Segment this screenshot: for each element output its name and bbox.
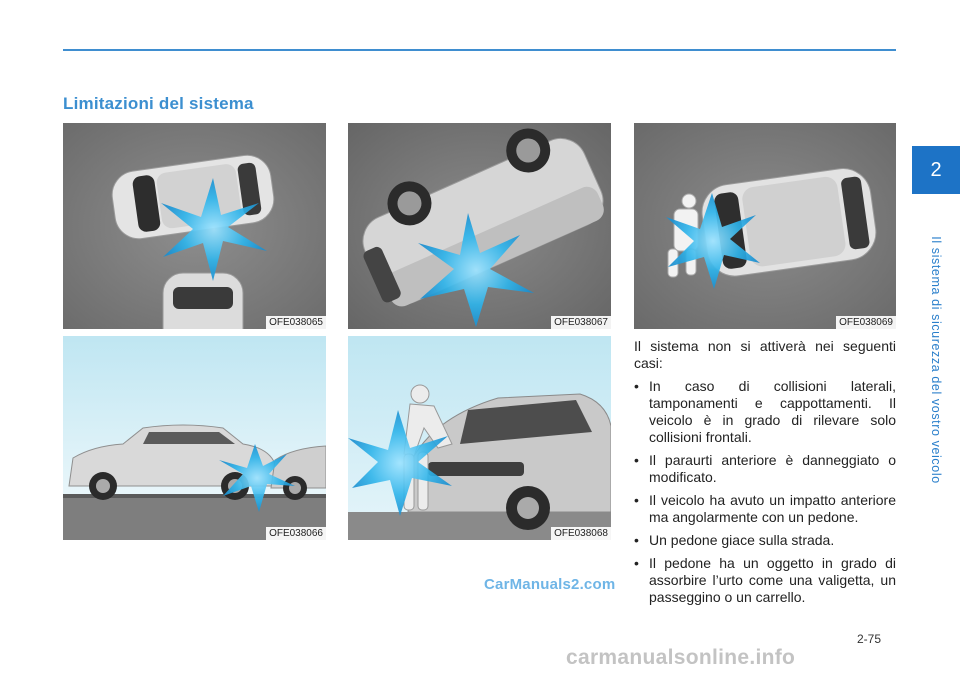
rear-collision-illustration — [63, 336, 326, 540]
chapter-title: Il sistema di sicurezza del vostro veicolo — [929, 236, 943, 484]
pedestrian-impact-illustration — [634, 123, 896, 329]
bullet-icon: • — [634, 532, 639, 548]
bullet-icon: • — [634, 492, 639, 508]
figure-code: OFE038067 — [551, 316, 611, 329]
figure-side-collision — [63, 123, 326, 329]
pedestrian-bumper-illustration — [348, 336, 611, 540]
list-item: • Il pedone ha un oggetto in grado di assorbire l’urto come una valigetta, un passeggino o un carrello. — [634, 555, 896, 605]
bullet-icon: • — [634, 378, 639, 394]
limitations-list — [634, 378, 896, 606]
figure-rear-collision — [63, 336, 326, 540]
watermark-carmanuals2[interactable]: CarManuals2.com — [484, 576, 616, 593]
section-title: Limitazioni del sistema — [63, 94, 254, 113]
figure-code: OFE038065 — [266, 316, 326, 329]
intro-paragraph: Il sistema non si attiverà nei seguenti casi: — [634, 338, 896, 371]
figure-code: OFE038069 — [836, 316, 896, 329]
list-item: • Un pedone giace sulla strada. — [634, 532, 835, 548]
chapter-tab: 2 — [912, 146, 960, 194]
figure-code: OFE038068 — [551, 527, 611, 540]
list-item: • Il paraurti anteriore è danneggiato o modificato. — [634, 452, 896, 485]
body-text — [634, 338, 896, 612]
figure-pedestrian-bumper — [348, 336, 611, 540]
list-item: • Il veicolo ha avuto un impatto anteriore ma angolarmente con un pedone. — [634, 492, 896, 525]
figure-code: OFE038066 — [266, 527, 326, 540]
bullet-icon: • — [634, 452, 639, 468]
figure-pedestrian-impact — [634, 123, 896, 329]
figure-rollover — [348, 123, 611, 329]
page-number: 2-75 — [857, 632, 882, 646]
top-rule — [63, 49, 896, 51]
bullet-icon: • — [634, 555, 639, 571]
list-item: • In caso di collisioni laterali, tamponamenti e cappottamenti. Il veicolo è in grado di rilevare solo collisioni frontali. — [634, 378, 896, 445]
watermark-carmanualsonline[interactable]: carmanualsonline.info — [566, 646, 796, 669]
side-collision-illustration — [63, 123, 326, 329]
rollover-illustration — [348, 123, 611, 329]
